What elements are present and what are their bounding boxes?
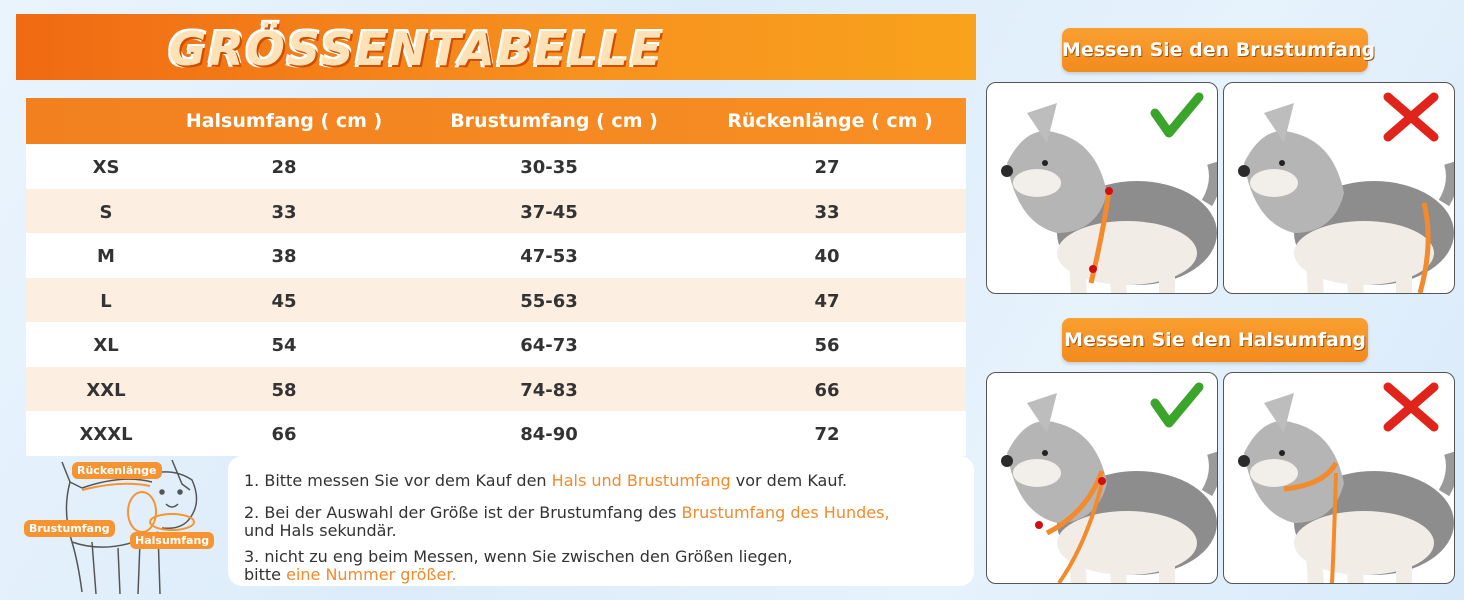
table-row — [26, 233, 966, 278]
cell-size: XXXL — [79, 424, 133, 445]
note-3-mid: bitte — [244, 565, 287, 584]
cell-neck: 66 — [271, 424, 297, 445]
note-1-end: vor dem Kauf. — [730, 471, 848, 490]
cell-neck: 33 — [271, 201, 297, 223]
note-3-highlight: eine Nummer größer. — [286, 565, 457, 584]
note-1 — [244, 472, 964, 490]
cell-chest: 47-53 — [520, 246, 578, 267]
table-row — [26, 189, 966, 234]
cell-chest: 84-90 — [520, 424, 578, 445]
cell-size: L — [100, 290, 112, 312]
dog-photo-checkmark-icon — [987, 373, 1218, 584]
cell-size: XS — [92, 157, 120, 178]
note-2 — [244, 504, 964, 540]
cell-back: 72 — [814, 424, 840, 445]
cell-neck: 58 — [271, 379, 297, 401]
dog-measurement-diagram — [22, 452, 222, 600]
size-chart-panel — [12, 0, 976, 600]
header-back: Rückenlänge ( cm ) — [727, 110, 933, 132]
table-header — [26, 98, 966, 144]
page-title: GRÖSSENTABELLE — [168, 22, 664, 76]
table-row — [26, 322, 966, 367]
diagram-label-neck: Halsumfang — [130, 532, 214, 549]
note-1-text: 1. Bitte messen Sie vor dem Kauf den — [244, 471, 552, 490]
table-row — [26, 367, 966, 412]
note-1-highlight: Hals und Brustumfang — [551, 471, 731, 490]
chest-wrong-photo — [1223, 82, 1455, 294]
dog-photo-checkmark-icon — [987, 83, 1218, 294]
dog-photo-cross-icon — [1224, 83, 1455, 294]
note-3 — [244, 548, 964, 584]
note-2-end: und Hals sekundär. — [244, 521, 397, 540]
cell-back: 56 — [814, 335, 840, 356]
cell-chest: 64-73 — [520, 335, 578, 356]
size-table — [26, 98, 966, 456]
cell-size: XXL — [86, 379, 126, 401]
cell-back: 27 — [814, 157, 840, 178]
note-2-highlight: Brustumfang des Hundes, — [681, 503, 890, 522]
title-banner — [16, 14, 976, 80]
note-3-text: 3. nicht zu eng beim Messen, wenn Sie zwischen den Größen liegen, — [244, 547, 793, 566]
table-row — [26, 144, 966, 189]
cell-chest: 30-35 — [520, 157, 578, 178]
cell-back: 33 — [814, 201, 840, 223]
cell-neck: 38 — [271, 246, 297, 267]
neck-section-title: Messen Sie den Halsumfang — [1062, 318, 1368, 362]
diagram-label-back: Rückenlänge — [72, 462, 162, 479]
table-body — [26, 144, 966, 456]
header-neck: Halsumfang ( cm ) — [185, 110, 383, 132]
cell-chest: 37-45 — [520, 201, 578, 223]
chest-correct-photo — [986, 82, 1218, 294]
cell-chest: 55-63 — [520, 290, 578, 312]
cell-neck: 28 — [271, 157, 297, 178]
table-row — [26, 278, 966, 323]
cell-back: 47 — [814, 290, 840, 312]
header-chest: Brustumfang ( cm ) — [450, 110, 658, 132]
dog-photo-cross-icon — [1224, 373, 1455, 584]
cell-back: 66 — [814, 379, 840, 401]
note-2-text: 2. Bei der Auswahl der Größe ist der Brustumfang des — [244, 503, 682, 522]
measurement-notes — [228, 456, 974, 586]
cell-size: M — [97, 246, 115, 267]
cell-size: XL — [93, 335, 119, 356]
cell-back: 40 — [814, 246, 840, 267]
neck-wrong-photo — [1223, 372, 1455, 584]
cell-size: S — [99, 201, 113, 223]
table-row — [26, 411, 966, 456]
diagram-label-chest: Brustumfang — [24, 520, 115, 537]
cell-neck: 54 — [271, 335, 297, 356]
neck-correct-photo — [986, 372, 1218, 584]
chest-section-title: Messen Sie den Brustumfang — [1062, 28, 1368, 72]
cell-neck: 45 — [271, 290, 297, 312]
cell-chest: 74-83 — [520, 379, 578, 401]
